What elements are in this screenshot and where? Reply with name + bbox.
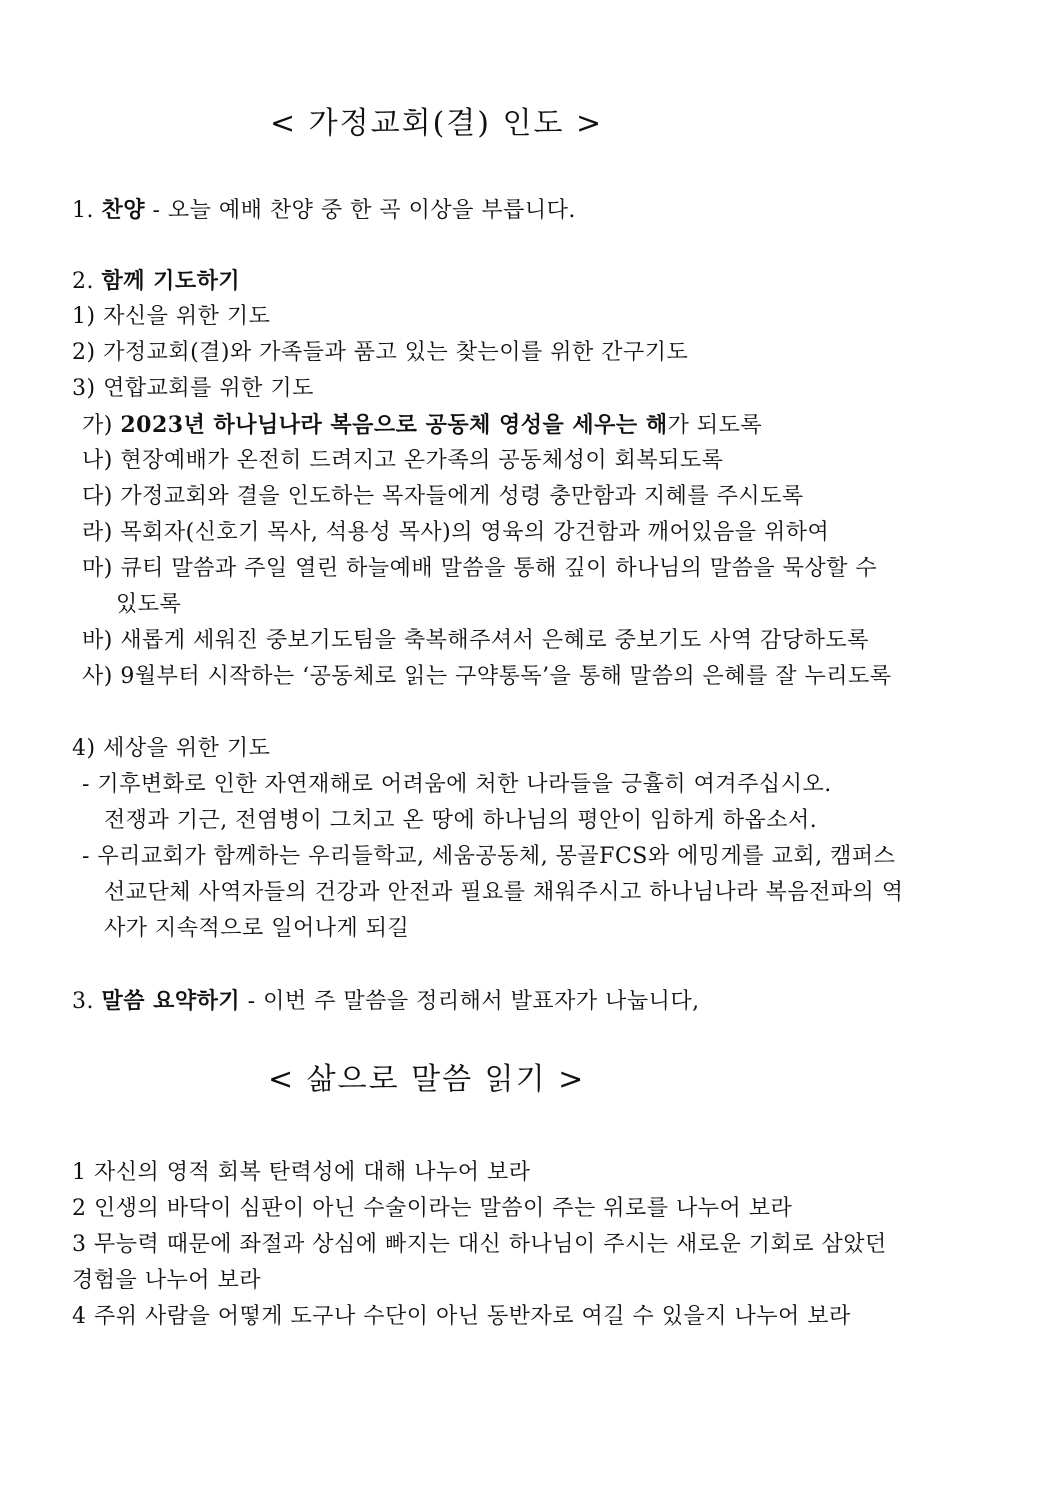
section-text: - 오늘 예배 찬양 중 한 곡 이상을 부릅니다.: [145, 198, 576, 223]
section-number: 2.: [72, 269, 102, 294]
prayer-item-2: 2) 가정교회(결)와 가족들과 품고 있는 찾는이를 위한 간구기도: [72, 340, 689, 365]
world-prayer-1-cont: 전쟁과 기근, 전염병이 그치고 온 땅에 하나님의 평안이 임하게 하옵소서.: [104, 808, 818, 833]
prayer-item-4: 4) 세상을 위한 기도: [72, 736, 271, 761]
subitem-marker: 가): [82, 413, 121, 438]
world-prayer-2-cont-1: 선교단체 사역자들의 건강과 안전과 필요를 채워주시고 하나님나라 복음전파의 역: [104, 880, 904, 905]
prayer-subitem-ba: 바) 새롭게 세워진 중보기도팀을 축복해주셔서 은혜로 중보기도 사역 감당하도록: [82, 628, 869, 653]
question-3: 3 무능력 때문에 좌절과 상심에 빠지는 대신 하나님이 주시는 새로운 기회로 삼았던: [72, 1232, 887, 1257]
section-text: - 이번 주 말씀을 정리해서 발표자가 나눕니다,: [240, 989, 700, 1014]
prayer-subitem-ga: [82, 410, 762, 441]
world-prayer-1: - 기후변화로 인한 자연재해로 어려움에 처한 나라들을 긍휼히 여겨주십시오.: [82, 772, 832, 797]
question-3-cont: 경험을 나누어 보라: [72, 1268, 262, 1293]
section-number: 1.: [72, 198, 102, 223]
prayer-subitem-ma: 마) 큐티 말씀과 주일 열린 하늘예배 말씀을 통해 깊이 하나님의 말씀을 묵상할 수: [82, 556, 878, 581]
title-reading-word: < 삶으로 말씀 읽기 >: [268, 1062, 586, 1097]
question-2: 2 인생의 바닥이 심판이 아닌 수술이라는 말씀이 주는 위로를 나누어 보라: [72, 1196, 793, 1221]
section-1-praise: [72, 195, 576, 226]
world-prayer-2: - 우리교회가 함께하는 우리들학교, 세움공동체, 몽골FCS와 에밍게를 교회, 캠퍼스: [82, 844, 896, 869]
question-1: 1 자신의 영적 회복 탄력성에 대해 나누어 보라: [72, 1160, 531, 1185]
prayer-item-1: 1) 자신을 위한 기도: [72, 304, 271, 329]
prayer-subitem-ma-cont: 있도록: [116, 592, 182, 617]
section-2-prayer: [72, 266, 240, 297]
question-4: 4 주위 사람을 어떻게 도구나 수단이 아닌 동반자로 여길 수 있을지 나누어 보라: [72, 1304, 851, 1329]
prayer-subitem-na: 나) 현장예배가 온전히 드려지고 온가족의 공동체성이 회복되도록: [82, 448, 724, 473]
section-heading: 말씀 요약하기: [101, 988, 241, 1014]
prayer-subitem-da: 다) 가정교회와 결을 인도하는 목자들에게 성령 충만함과 지혜를 주시도록: [82, 484, 804, 509]
section-heading: 찬양: [101, 197, 145, 223]
world-prayer-2-cont-2: 사가 지속적으로 일어나게 되길: [104, 916, 410, 941]
prayer-subitem-sa: 사) 9월부터 시작하는 ‘공동체로 읽는 구약통독’을 통해 말씀의 은혜를 잘 누리도록: [82, 664, 892, 689]
section-3-summary: [72, 986, 700, 1017]
title-home-church: < 가정교회(결) 인도 >: [270, 106, 604, 141]
section-heading: 함께 기도하기: [101, 268, 241, 294]
subitem-bold-text: 2023년 하나님나라 복음으로 공동체 영성을 세우는 해: [120, 412, 668, 438]
prayer-subitem-ra: 라) 목회자(신호기 목사, 석용성 목사)의 영육의 강건함과 깨어있음을 위하여: [82, 520, 830, 545]
subitem-text: 가 되도록: [667, 413, 763, 438]
section-number: 3.: [72, 989, 102, 1014]
prayer-item-3: 3) 연합교회를 위한 기도: [72, 376, 314, 401]
